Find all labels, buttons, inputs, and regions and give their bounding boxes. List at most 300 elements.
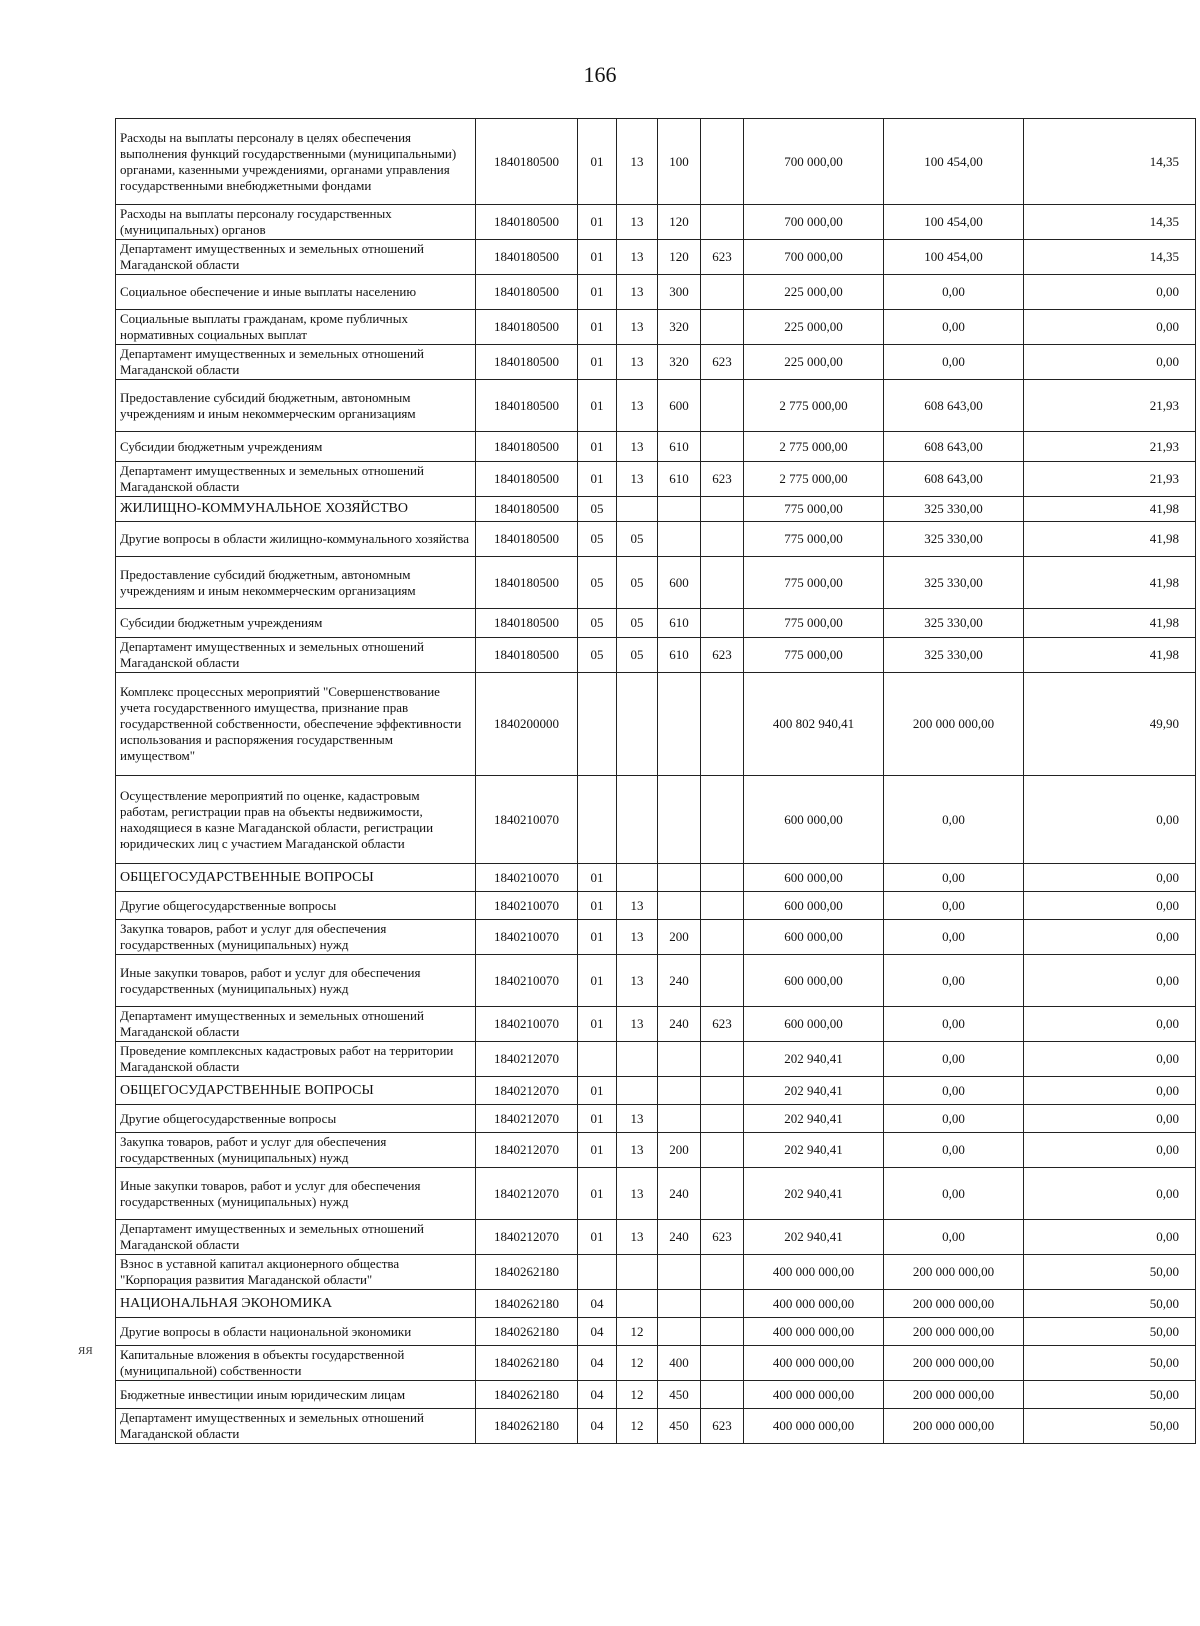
planned-amount: 202 940,41 (744, 1042, 884, 1077)
row-name: ОБЩЕГОСУДАРСТВЕННЫЕ ВОПРОСЫ (116, 1077, 476, 1105)
main-administrator-code (701, 1346, 744, 1381)
expense-type-code: 240 (658, 1220, 701, 1255)
section-code: 05 (578, 557, 617, 609)
table-row (116, 462, 1196, 497)
execution-percent: 21,93 (1024, 432, 1196, 462)
row-name: Проведение комплексных кадастровых работ на территории Магаданской области (116, 1042, 476, 1077)
table-row (116, 955, 1196, 1007)
expense-type-code: 240 (658, 955, 701, 1007)
main-administrator-code: 623 (701, 345, 744, 380)
executed-amount: 325 330,00 (884, 522, 1024, 557)
expense-type-code (658, 776, 701, 864)
executed-amount: 200 000 000,00 (884, 1290, 1024, 1318)
subsection-code: 13 (617, 892, 658, 920)
target-article-code: 1840262180 (476, 1381, 578, 1409)
section-code: 01 (578, 380, 617, 432)
planned-amount: 225 000,00 (744, 345, 884, 380)
table-row (116, 1381, 1196, 1409)
target-article-code: 1840180500 (476, 522, 578, 557)
executed-amount: 0,00 (884, 776, 1024, 864)
planned-amount: 775 000,00 (744, 557, 884, 609)
main-administrator-code: 623 (701, 1220, 744, 1255)
row-name: Другие вопросы в области жилищно-коммунального хозяйства (116, 522, 476, 557)
execution-percent: 0,00 (1024, 920, 1196, 955)
executed-amount: 0,00 (884, 1133, 1024, 1168)
executed-amount: 0,00 (884, 1007, 1024, 1042)
subsection-code: 12 (617, 1318, 658, 1346)
executed-amount: 0,00 (884, 864, 1024, 892)
table-row (116, 920, 1196, 955)
expense-type-code: 200 (658, 920, 701, 955)
page-number: 166 (583, 62, 617, 87)
target-article-code: 1840212070 (476, 1220, 578, 1255)
section-code: 04 (578, 1381, 617, 1409)
subsection-code: 05 (617, 638, 658, 673)
executed-amount: 0,00 (884, 275, 1024, 310)
planned-amount: 700 000,00 (744, 205, 884, 240)
row-name: Субсидии бюджетным учреждениям (116, 609, 476, 638)
expense-type-code: 100 (658, 119, 701, 205)
section-code: 01 (578, 892, 617, 920)
execution-percent: 0,00 (1024, 310, 1196, 345)
target-article-code: 1840212070 (476, 1133, 578, 1168)
row-name: Департамент имущественных и земельных отношений Магаданской области (116, 1220, 476, 1255)
main-administrator-code (701, 275, 744, 310)
section-code: 01 (578, 864, 617, 892)
row-name: Предоставление субсидий бюджетным, автономным учреждениям и иным некоммерческим организациям (116, 380, 476, 432)
target-article-code: 1840210070 (476, 1007, 578, 1042)
target-article-code: 1840180500 (476, 310, 578, 345)
execution-percent: 50,00 (1024, 1409, 1196, 1444)
row-name: Предоставление субсидий бюджетным, автономным учреждениям и иным некоммерческим организациям (116, 557, 476, 609)
expense-type-code: 240 (658, 1007, 701, 1042)
expense-type-code (658, 1290, 701, 1318)
planned-amount: 202 940,41 (744, 1105, 884, 1133)
main-administrator-code (701, 1168, 744, 1220)
table-row (116, 609, 1196, 638)
main-administrator-code (701, 1042, 744, 1077)
row-name: Департамент имущественных и земельных отношений Магаданской области (116, 462, 476, 497)
planned-amount: 600 000,00 (744, 955, 884, 1007)
execution-percent: 0,00 (1024, 275, 1196, 310)
row-name: Бюджетные инвестиции иным юридическим лицам (116, 1381, 476, 1409)
section-code: 01 (578, 955, 617, 1007)
main-administrator-code (701, 955, 744, 1007)
table-row (116, 1255, 1196, 1290)
executed-amount: 608 643,00 (884, 432, 1024, 462)
section-code: 04 (578, 1318, 617, 1346)
row-name: Департамент имущественных и земельных отношений Магаданской области (116, 345, 476, 380)
expense-type-code: 120 (658, 240, 701, 275)
execution-percent: 0,00 (1024, 955, 1196, 1007)
target-article-code: 1840210070 (476, 892, 578, 920)
planned-amount: 400 000 000,00 (744, 1346, 884, 1381)
executed-amount: 200 000 000,00 (884, 1255, 1024, 1290)
subsection-code (617, 1077, 658, 1105)
planned-amount: 202 940,41 (744, 1168, 884, 1220)
main-administrator-code (701, 497, 744, 522)
table-body (116, 119, 1196, 1444)
execution-percent: 50,00 (1024, 1346, 1196, 1381)
subsection-code: 13 (617, 345, 658, 380)
expense-type-code: 120 (658, 205, 701, 240)
execution-percent: 0,00 (1024, 1042, 1196, 1077)
row-name: Другие общегосударственные вопросы (116, 892, 476, 920)
main-administrator-code (701, 380, 744, 432)
target-article-code: 1840180500 (476, 119, 578, 205)
section-code: 01 (578, 310, 617, 345)
planned-amount: 700 000,00 (744, 240, 884, 275)
target-article-code: 1840180500 (476, 345, 578, 380)
planned-amount: 400 000 000,00 (744, 1290, 884, 1318)
execution-percent: 41,98 (1024, 638, 1196, 673)
planned-amount: 775 000,00 (744, 609, 884, 638)
expense-type-code: 450 (658, 1381, 701, 1409)
target-article-code: 1840262180 (476, 1318, 578, 1346)
main-administrator-code (701, 205, 744, 240)
planned-amount: 225 000,00 (744, 275, 884, 310)
target-article-code: 1840200000 (476, 673, 578, 776)
main-administrator-code (701, 892, 744, 920)
table-row (116, 1290, 1196, 1318)
section-code: 04 (578, 1290, 617, 1318)
main-administrator-code (701, 310, 744, 345)
main-administrator-code (701, 609, 744, 638)
target-article-code: 1840212070 (476, 1105, 578, 1133)
expense-type-code: 600 (658, 380, 701, 432)
row-name: Иные закупки товаров, работ и услуг для обеспечения государственных (муниципальных) нужд (116, 1168, 476, 1220)
section-code: 01 (578, 1133, 617, 1168)
executed-amount: 325 330,00 (884, 557, 1024, 609)
main-administrator-code: 623 (701, 1409, 744, 1444)
expense-type-code (658, 1318, 701, 1346)
row-name: Капитальные вложения в объекты государственной (муниципальной) собственности (116, 1346, 476, 1381)
table-row (116, 240, 1196, 275)
planned-amount: 2 775 000,00 (744, 462, 884, 497)
execution-percent: 0,00 (1024, 1168, 1196, 1220)
subsection-code (617, 1042, 658, 1077)
execution-percent: 50,00 (1024, 1318, 1196, 1346)
planned-amount: 202 940,41 (744, 1133, 884, 1168)
section-code: 01 (578, 205, 617, 240)
executed-amount: 608 643,00 (884, 380, 1024, 432)
executed-amount: 200 000 000,00 (884, 1346, 1024, 1381)
expense-type-code: 320 (658, 345, 701, 380)
planned-amount: 600 000,00 (744, 892, 884, 920)
row-name: Закупка товаров, работ и услуг для обеспечения государственных (муниципальных) нужд (116, 920, 476, 955)
row-name: НАЦИОНАЛЬНАЯ ЭКОНОМИКА (116, 1290, 476, 1318)
subsection-code: 13 (617, 920, 658, 955)
planned-amount: 2 775 000,00 (744, 380, 884, 432)
subsection-code: 12 (617, 1409, 658, 1444)
row-name: Расходы на выплаты персоналу государственных (муниципальных) органов (116, 205, 476, 240)
main-administrator-code: 623 (701, 638, 744, 673)
table-row (116, 497, 1196, 522)
target-article-code: 1840262180 (476, 1290, 578, 1318)
main-administrator-code (701, 1290, 744, 1318)
section-code: 05 (578, 522, 617, 557)
table-row (116, 776, 1196, 864)
subsection-code: 05 (617, 522, 658, 557)
row-name: Социальные выплаты гражданам, кроме публичных нормативных социальных выплат (116, 310, 476, 345)
table-row (116, 673, 1196, 776)
table-row (116, 1409, 1196, 1444)
subsection-code (617, 1290, 658, 1318)
section-code: 01 (578, 432, 617, 462)
executed-amount: 0,00 (884, 1042, 1024, 1077)
target-article-code: 1840180500 (476, 497, 578, 522)
main-administrator-code (701, 1105, 744, 1133)
main-administrator-code (701, 557, 744, 609)
executed-amount: 200 000 000,00 (884, 673, 1024, 776)
table-row (116, 557, 1196, 609)
target-article-code: 1840180500 (476, 432, 578, 462)
target-article-code: 1840210070 (476, 920, 578, 955)
row-name: Департамент имущественных и земельных отношений Магаданской области (116, 638, 476, 673)
expense-type-code (658, 673, 701, 776)
main-administrator-code (701, 432, 744, 462)
section-code: 01 (578, 462, 617, 497)
main-administrator-code: 623 (701, 240, 744, 275)
executed-amount: 0,00 (884, 310, 1024, 345)
section-code: 01 (578, 275, 617, 310)
subsection-code: 13 (617, 275, 658, 310)
expense-type-code (658, 1255, 701, 1290)
section-code: 01 (578, 1007, 617, 1042)
planned-amount: 600 000,00 (744, 1007, 884, 1042)
row-name: Другие вопросы в области национальной экономики (116, 1318, 476, 1346)
target-article-code: 1840262180 (476, 1255, 578, 1290)
table-row (116, 310, 1196, 345)
section-code (578, 1255, 617, 1290)
target-article-code: 1840212070 (476, 1077, 578, 1105)
section-code: 05 (578, 638, 617, 673)
planned-amount: 400 000 000,00 (744, 1318, 884, 1346)
expense-type-code: 450 (658, 1409, 701, 1444)
execution-percent: 0,00 (1024, 776, 1196, 864)
table-row (116, 1318, 1196, 1346)
target-article-code: 1840180500 (476, 240, 578, 275)
target-article-code: 1840180500 (476, 380, 578, 432)
target-article-code: 1840180500 (476, 275, 578, 310)
row-name: Расходы на выплаты персоналу в целях обеспечения выполнения функций государственными (муниципальными) органами, казенными учреждениями, органами управления государственными внебюджетными фондами (116, 119, 476, 205)
planned-amount: 775 000,00 (744, 497, 884, 522)
subsection-code: 12 (617, 1346, 658, 1381)
row-name: Осуществление мероприятий по оценке, кадастровым работам, регистрации прав на объекты недвижимости, находящиеся в казне Магаданской области, регистрации юридических лиц с участием Магаданской области (116, 776, 476, 864)
execution-percent: 50,00 (1024, 1381, 1196, 1409)
planned-amount: 400 802 940,41 (744, 673, 884, 776)
table-row (116, 1105, 1196, 1133)
subsection-code (617, 497, 658, 522)
row-name: ЖИЛИЩНО-КОММУНАЛЬНОЕ ХОЗЯЙСТВО (116, 497, 476, 522)
executed-amount: 0,00 (884, 955, 1024, 1007)
executed-amount: 0,00 (884, 1077, 1024, 1105)
table-row (116, 345, 1196, 380)
subsection-code: 13 (617, 432, 658, 462)
planned-amount: 775 000,00 (744, 638, 884, 673)
subsection-code: 13 (617, 1220, 658, 1255)
table-row (116, 1168, 1196, 1220)
row-name: Иные закупки товаров, работ и услуг для обеспечения государственных (муниципальных) нужд (116, 955, 476, 1007)
execution-percent: 0,00 (1024, 1133, 1196, 1168)
table-row (116, 892, 1196, 920)
planned-amount: 225 000,00 (744, 310, 884, 345)
row-name: Департамент имущественных и земельных отношений Магаданской области (116, 1409, 476, 1444)
table-row (116, 275, 1196, 310)
target-article-code: 1840210070 (476, 955, 578, 1007)
execution-percent: 41,98 (1024, 522, 1196, 557)
subsection-code: 13 (617, 1133, 658, 1168)
subsection-code (617, 864, 658, 892)
subsection-code: 13 (617, 462, 658, 497)
expense-type-code: 400 (658, 1346, 701, 1381)
main-administrator-code (701, 920, 744, 955)
row-name: Закупка товаров, работ и услуг для обеспечения государственных (муниципальных) нужд (116, 1133, 476, 1168)
expense-type-code (658, 1105, 701, 1133)
target-article-code: 1840180500 (476, 462, 578, 497)
executed-amount: 0,00 (884, 1220, 1024, 1255)
execution-percent: 41,98 (1024, 497, 1196, 522)
main-administrator-code (701, 673, 744, 776)
section-code: 01 (578, 1077, 617, 1105)
target-article-code: 1840212070 (476, 1042, 578, 1077)
main-administrator-code (701, 1077, 744, 1105)
planned-amount: 400 000 000,00 (744, 1255, 884, 1290)
planned-amount: 202 940,41 (744, 1220, 884, 1255)
execution-percent: 21,93 (1024, 462, 1196, 497)
main-administrator-code (701, 522, 744, 557)
table-row (116, 432, 1196, 462)
execution-percent: 50,00 (1024, 1290, 1196, 1318)
execution-percent: 0,00 (1024, 864, 1196, 892)
executed-amount: 0,00 (884, 345, 1024, 380)
table-row (116, 1133, 1196, 1168)
section-code (578, 1042, 617, 1077)
expense-type-code: 610 (658, 462, 701, 497)
expense-type-code: 610 (658, 432, 701, 462)
execution-percent: 49,90 (1024, 673, 1196, 776)
expense-type-code (658, 1042, 701, 1077)
subsection-code: 13 (617, 240, 658, 275)
subsection-code: 13 (617, 380, 658, 432)
expense-type-code: 610 (658, 609, 701, 638)
expense-type-code (658, 864, 701, 892)
target-article-code: 1840262180 (476, 1409, 578, 1444)
planned-amount: 600 000,00 (744, 864, 884, 892)
row-name: Департамент имущественных и земельных отношений Магаданской области (116, 1007, 476, 1042)
table-row (116, 1077, 1196, 1105)
expense-type-code (658, 1077, 701, 1105)
main-administrator-code (701, 1381, 744, 1409)
main-administrator-code (701, 864, 744, 892)
section-code: 01 (578, 119, 617, 205)
planned-amount: 400 000 000,00 (744, 1381, 884, 1409)
execution-percent: 14,35 (1024, 240, 1196, 275)
execution-percent: 0,00 (1024, 1105, 1196, 1133)
subsection-code: 13 (617, 955, 658, 1007)
table-row (116, 119, 1196, 205)
subsection-code: 13 (617, 119, 658, 205)
executed-amount: 100 454,00 (884, 119, 1024, 205)
section-code: 01 (578, 1168, 617, 1220)
main-administrator-code (701, 1133, 744, 1168)
executed-amount: 325 330,00 (884, 609, 1024, 638)
execution-percent: 0,00 (1024, 1220, 1196, 1255)
planned-amount: 2 775 000,00 (744, 432, 884, 462)
table-row (116, 864, 1196, 892)
executed-amount: 0,00 (884, 1105, 1024, 1133)
target-article-code: 1840180500 (476, 205, 578, 240)
expense-type-code: 300 (658, 275, 701, 310)
execution-percent: 0,00 (1024, 345, 1196, 380)
target-article-code: 1840262180 (476, 1346, 578, 1381)
subsection-code: 05 (617, 609, 658, 638)
main-administrator-code: 623 (701, 1007, 744, 1042)
row-name: Другие общегосударственные вопросы (116, 1105, 476, 1133)
execution-percent: 14,35 (1024, 205, 1196, 240)
expense-type-code (658, 892, 701, 920)
expense-type-code (658, 522, 701, 557)
budget-table (115, 118, 1196, 1444)
expense-type-code: 610 (658, 638, 701, 673)
section-code: 01 (578, 1105, 617, 1133)
execution-percent: 0,00 (1024, 1007, 1196, 1042)
main-administrator-code: 623 (701, 462, 744, 497)
section-code: 05 (578, 497, 617, 522)
execution-percent: 14,35 (1024, 119, 1196, 205)
subsection-code: 12 (617, 1381, 658, 1409)
section-code: 01 (578, 1220, 617, 1255)
target-article-code: 1840212070 (476, 1168, 578, 1220)
table-row (116, 1042, 1196, 1077)
executed-amount: 0,00 (884, 1168, 1024, 1220)
subsection-code: 13 (617, 205, 658, 240)
row-name: Социальное обеспечение и иные выплаты населению (116, 275, 476, 310)
executed-amount: 100 454,00 (884, 240, 1024, 275)
planned-amount: 775 000,00 (744, 522, 884, 557)
expense-type-code: 600 (658, 557, 701, 609)
execution-percent: 0,00 (1024, 1077, 1196, 1105)
execution-percent: 50,00 (1024, 1255, 1196, 1290)
section-code (578, 673, 617, 776)
main-administrator-code (701, 119, 744, 205)
subsection-code (617, 1255, 658, 1290)
row-name: ОБЩЕГОСУДАРСТВЕННЫЕ ВОПРОСЫ (116, 864, 476, 892)
planned-amount: 600 000,00 (744, 920, 884, 955)
expense-type-code: 240 (658, 1168, 701, 1220)
table-row (116, 522, 1196, 557)
section-code: 01 (578, 920, 617, 955)
planned-amount: 600 000,00 (744, 776, 884, 864)
execution-percent: 21,93 (1024, 380, 1196, 432)
execution-percent: 41,98 (1024, 557, 1196, 609)
section-code: 05 (578, 609, 617, 638)
section-code (578, 776, 617, 864)
subsection-code (617, 673, 658, 776)
margin-handwritten-mark: ЯЯ (78, 1345, 93, 1357)
executed-amount: 325 330,00 (884, 638, 1024, 673)
planned-amount: 202 940,41 (744, 1077, 884, 1105)
execution-percent: 41,98 (1024, 609, 1196, 638)
executed-amount: 0,00 (884, 892, 1024, 920)
expense-type-code: 200 (658, 1133, 701, 1168)
subsection-code (617, 776, 658, 864)
executed-amount: 0,00 (884, 920, 1024, 955)
subsection-code: 13 (617, 1007, 658, 1042)
main-administrator-code (701, 1255, 744, 1290)
subsection-code: 05 (617, 557, 658, 609)
executed-amount: 200 000 000,00 (884, 1409, 1024, 1444)
